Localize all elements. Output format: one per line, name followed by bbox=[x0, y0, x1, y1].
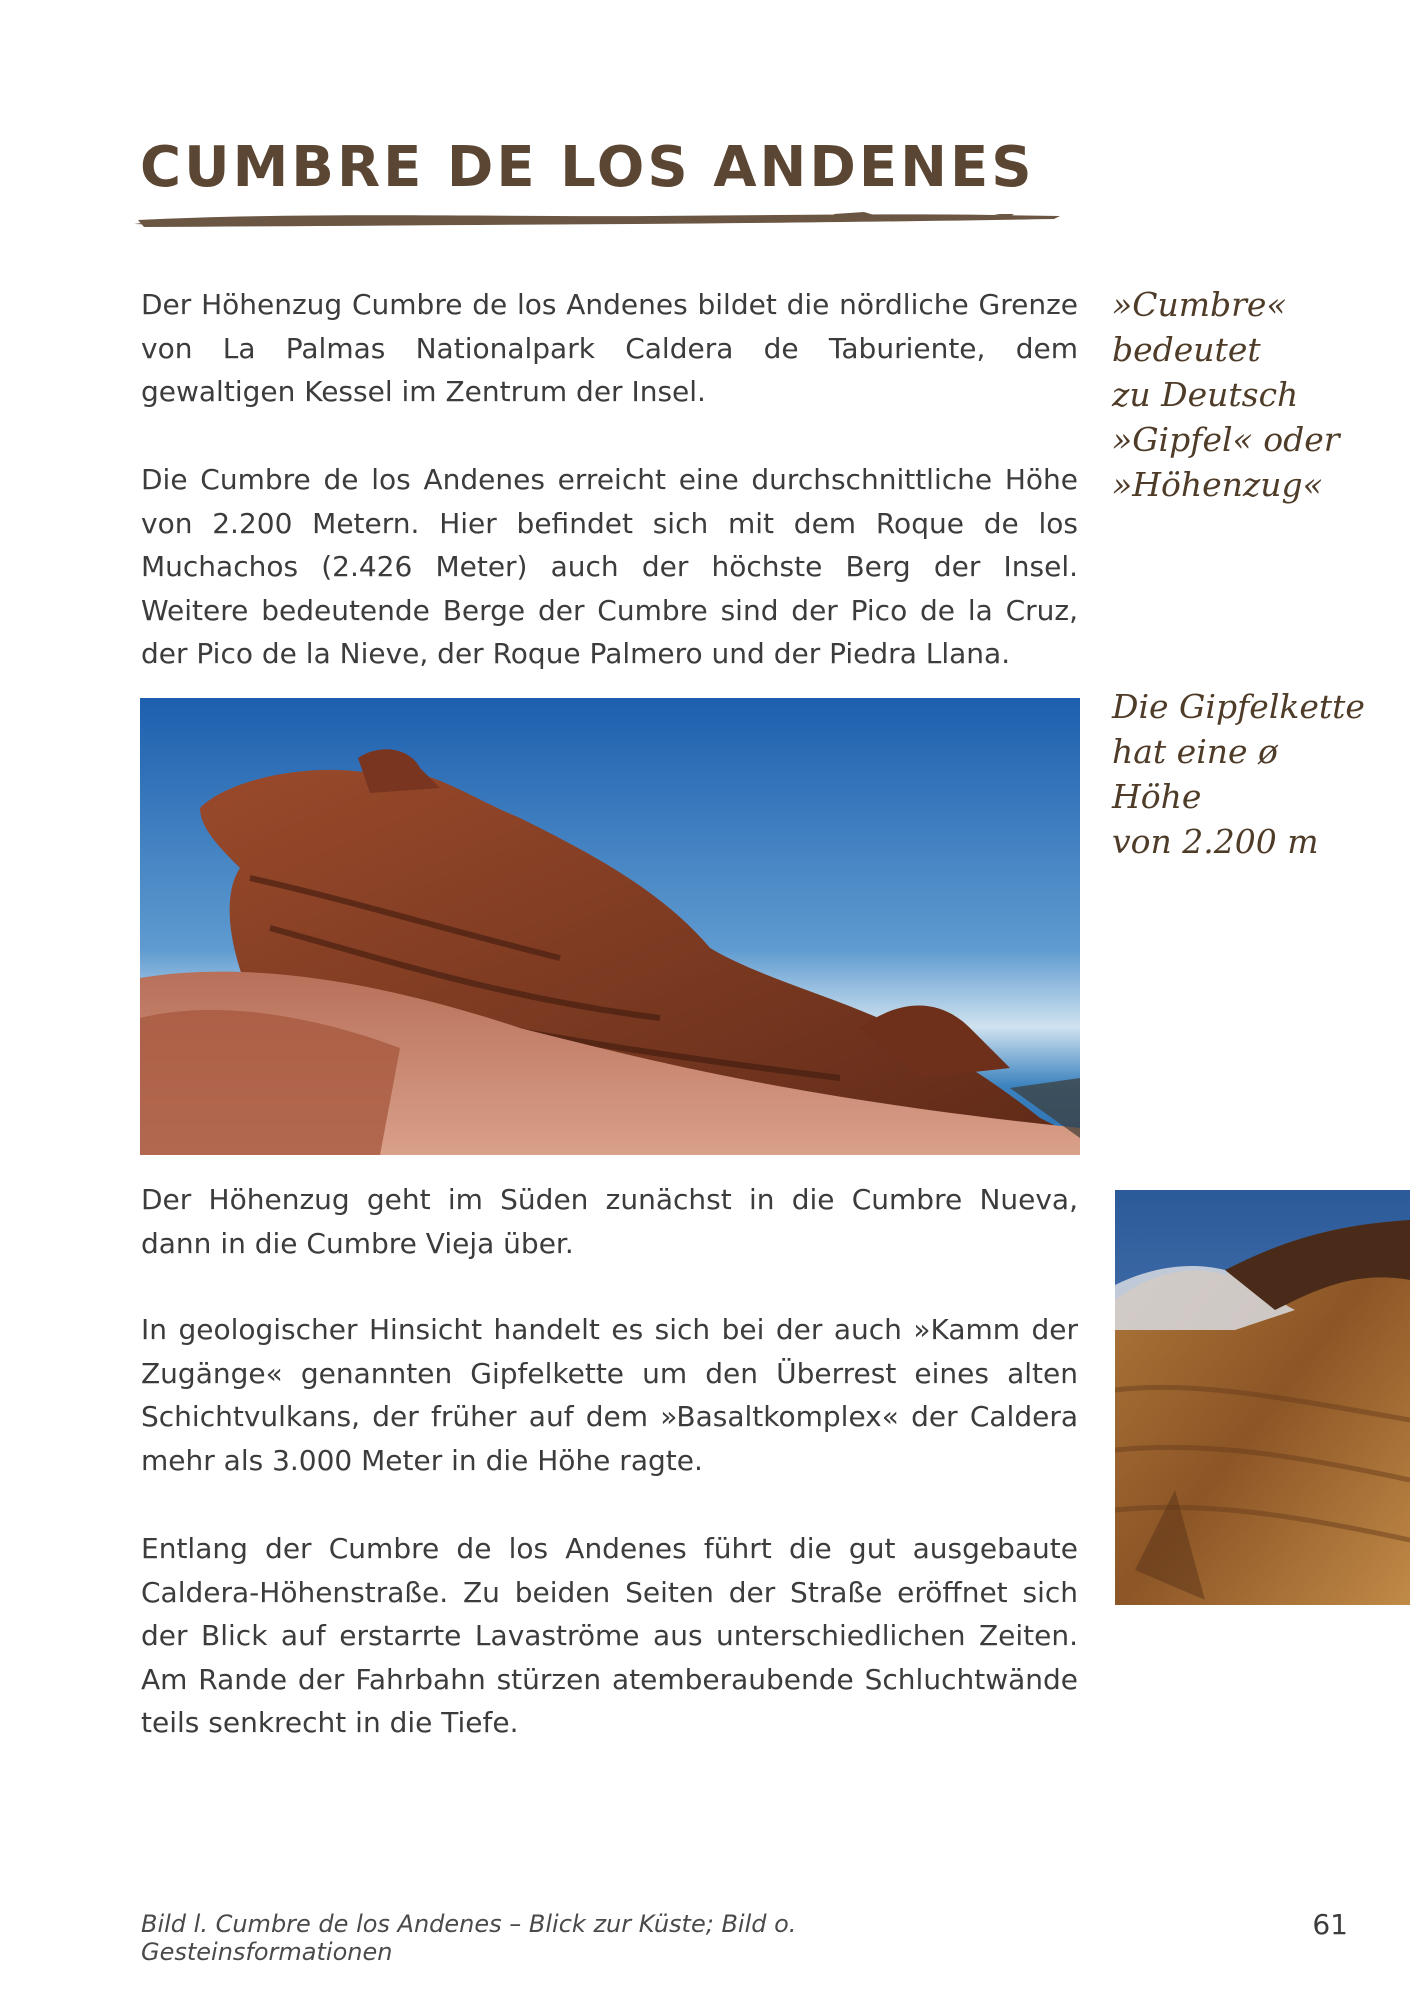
page-number: 61 bbox=[1312, 1908, 1348, 1941]
rock-layers-photo bbox=[1115, 1190, 1410, 1605]
margin-note-line: »Gipfel« oder bbox=[1112, 420, 1340, 459]
margin-note-meaning bbox=[1112, 282, 1372, 507]
margin-note-line: »Cumbre« bbox=[1112, 285, 1287, 324]
page-title: CUMBRE DE LOS ANDENES bbox=[140, 135, 1035, 200]
paragraph-south: Der Höhenzug geht im Süden zunächst in die Cumbre Nueva, dann in die Cumbre Vieja über. bbox=[141, 1183, 1078, 1260]
paragraph-height: Die Cumbre de los Andenes erreicht eine durchschnittliche Höhe von 2.200 Metern. Hier befindet sich mit dem Roque de los Muchachos (2.426 Meter) auch der höchste Berg der Insel. Weitere bedeutende Berge der Cumbre sind der Pico de la Cruz, der Pico de la Nieve, der Roque Palmero und der Piedra Llana. bbox=[141, 463, 1078, 670]
photo-caption: Bild l. Cumbre de los Andenes – Blick zur Küste; Bild o. Gesteinsformationen bbox=[141, 1910, 797, 1966]
margin-note-line: »Höhenzug« bbox=[1112, 465, 1323, 504]
margin-note-line: von 2.200 m bbox=[1112, 822, 1319, 861]
paragraph-road: Entlang der Cumbre de los Andenes führt die gut ausgebaute Caldera-Höhenstraße. Zu beiden Seiten der Straße eröffnet sich der Blick auf erstarrte Lavaströme aus unterschiedlichen Zeiten. Am Rande der Fahrbahn stürzen atemberaubende Schluchtwände teils senkrecht in die Tiefe. bbox=[141, 1532, 1078, 1739]
margin-note-height bbox=[1112, 684, 1372, 864]
rock-formation-photo bbox=[140, 698, 1080, 1155]
paragraph-intro: Der Höhenzug Cumbre de los Andenes bildet die nördliche Grenze von La Palmas Nationalpark Caldera de Taburiente, dem gewaltigen Kessel im Zentrum der Insel. bbox=[141, 288, 1078, 408]
paragraph-geology: In geologischer Hinsicht handelt es sich bei der auch »Kamm der Zugänge« genannten Gipfelkette um den Überrest eines alten Schichtvulkans, der früher auf dem »Basaltkomplex« der Caldera mehr als 3.000 Meter in die Höhe ragte. bbox=[141, 1313, 1078, 1477]
margin-note-line: bedeutet bbox=[1112, 330, 1261, 369]
brush-stroke-divider bbox=[134, 206, 1064, 232]
margin-note-line: Die Gipfelkette bbox=[1112, 687, 1365, 726]
margin-note-line: zu Deutsch bbox=[1112, 375, 1299, 414]
margin-note-line: hat eine ø Höhe bbox=[1112, 732, 1278, 816]
